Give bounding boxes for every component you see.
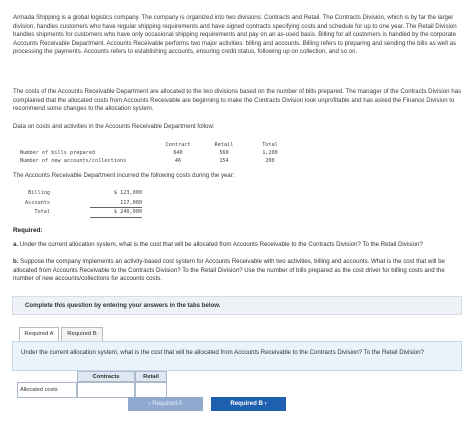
row-label: Accounts <box>25 199 50 206</box>
col-header-contract: Contract <box>165 142 191 148</box>
required-b-text: Suppose the company implements an activity-based cost system for Accounts Receivable with two activities, billing and accounts. What is the cost that will be allocated from Accounts Receivable to the Contracts Division? To the Retail Division? Use the number of bills prepared as the cost driver for billing costs and the number of new accounts/collections for accounts costs. <box>13 258 445 282</box>
cell-value: 560 <box>219 150 229 156</box>
required-a-tag: a. <box>13 241 19 248</box>
cell-value: 117,000 <box>120 199 142 206</box>
row-label: Total <box>34 209 50 215</box>
contracts-input[interactable] <box>77 382 135 398</box>
required-b <box>13 258 465 284</box>
row-label-allocated-costs: Allocated costs <box>17 382 77 398</box>
intro-paragraph-1: Armada Shipping is a global logistics company. The company is organized into two divisions: Contracts and Retail. The Contracts Division, which is by far the larger division, handles customers who have regular shipping requirements and have signed contracts specifying costs and schedule for up to one year. The Retail Division handles shipments for customers who have only occasional shipping requirements and pay on an as-used basis. Billing for all customers is handled by the corporate Accounts Receivable Department. Accounts Receivable performs two major activities: billing and accounts. Billing refers to preparing and sending the bills as well as processing the payments. Accounts refers to establishing accounts, ensuring credit status, following up on collection, and so on. <box>13 14 457 55</box>
question-panel <box>12 341 462 371</box>
cell-value: 46 <box>174 158 182 164</box>
required-heading: Required: <box>13 227 43 234</box>
chevron-left-icon: ‹ <box>148 400 151 407</box>
cell-value: 154 <box>219 158 229 164</box>
cell-value: 200 <box>265 158 275 164</box>
required-a <box>13 241 465 250</box>
row-label: Number of new accounts/collections <box>20 158 127 164</box>
retail-input[interactable] <box>135 382 167 398</box>
prev-button-label: Required A <box>152 400 183 407</box>
intro-paragraph-3: Data on costs and activities in the Accounts Receivable Department follow: <box>13 123 215 130</box>
activity-data-table <box>20 141 293 165</box>
tab-required-a[interactable]: Required A <box>19 327 59 342</box>
col-header-retail: Retail <box>135 371 167 382</box>
row-label: Number of bills prepared <box>20 150 95 156</box>
prev-button[interactable] <box>128 397 203 411</box>
col-header-contracts: Contracts <box>77 371 135 382</box>
cell-value: $ 240,000 <box>113 209 142 215</box>
instruction-banner <box>12 296 462 315</box>
cell-value: $ 123,000 <box>113 190 142 196</box>
col-header-total: Total <box>262 142 278 148</box>
chevron-right-icon: › <box>264 400 267 407</box>
intro-paragraph-2: The costs of the Accounts Receivable Department are allocated to the two divisions based on the number of bills prepared. The manager of the Contracts Division has complained that the allocated costs from Accounts Receivable are beginning to make the Contracts Division look unprofitable and has asked the Finance Division to recommend some changes to the allocation system. <box>13 88 462 112</box>
next-button-label: Required B <box>230 400 263 407</box>
tab-required-b[interactable]: Required B <box>61 327 103 342</box>
intro-paragraph-4: The Accounts Receivable Department incurred the following costs during the year: <box>13 172 235 179</box>
question-text: Under the current allocation system, what is the cost that will be allocated from Accounts Receivable to the Contracts Division? To the Retail Division? <box>21 349 424 356</box>
table-row <box>20 149 293 157</box>
required-b-tag: b. <box>13 258 19 265</box>
instruction-text: Complete this question by entering your answers in the tabs below. <box>25 302 221 309</box>
next-button[interactable] <box>211 397 286 411</box>
required-a-text: Under the current allocation system, what is the cost that will be allocated from Accounts Receivable to the Contracts Division? To the Retail Division? <box>19 241 423 248</box>
cell-value: 1,200 <box>262 150 278 156</box>
row-label: Billing <box>28 190 50 196</box>
cell-value: 640 <box>173 150 183 156</box>
col-header-retail: Retail <box>214 142 234 148</box>
divider <box>90 217 142 218</box>
table-row <box>20 157 293 165</box>
